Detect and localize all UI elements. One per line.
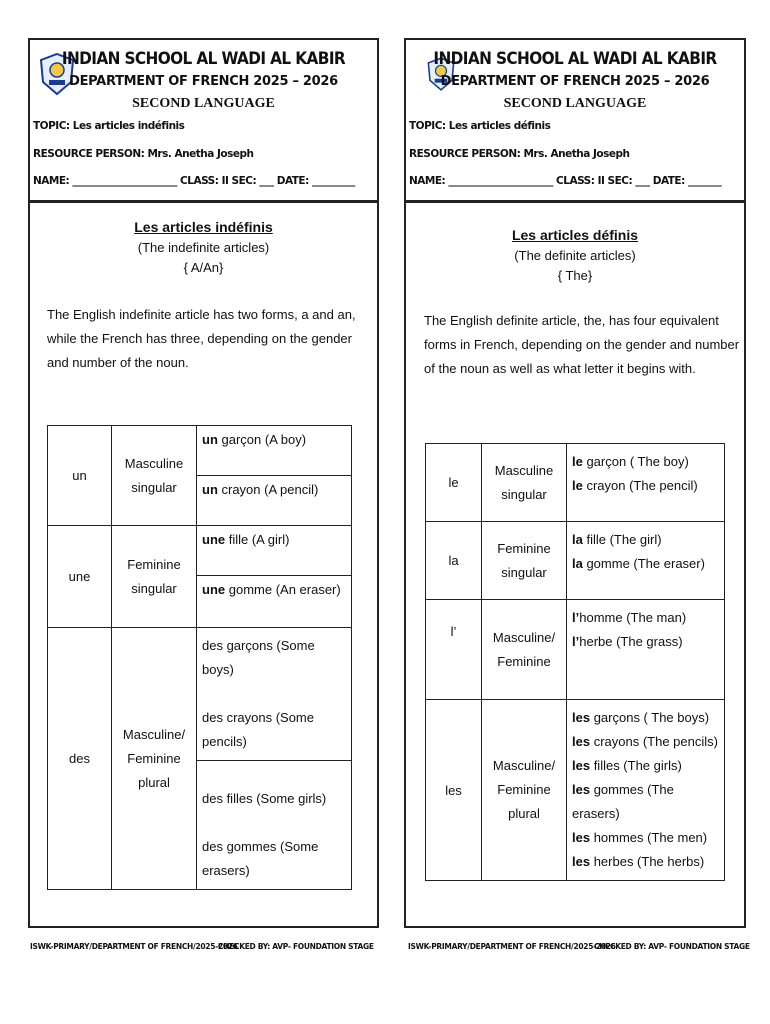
example-cell — [197, 761, 352, 890]
gender-cell: Masculine singular — [482, 444, 567, 522]
worksheet-definite — [404, 38, 746, 928]
example-text: les hommes (The men) — [572, 830, 708, 845]
gender-cell: Masculine singular — [112, 426, 197, 526]
table-row — [48, 526, 352, 576]
example-cell — [197, 628, 352, 761]
example-cell: une gomme (An eraser) — [197, 576, 352, 628]
example-text: la fille (The girl) — [572, 532, 662, 547]
footer-checked-by: CHECKED BY: AVP- FOUNDATION STAGE — [218, 942, 374, 951]
subtitle-articles: { A/An} — [183, 260, 224, 275]
topic-line: TOPIC: Les articles définis — [409, 120, 551, 132]
table-row — [48, 628, 352, 761]
footer-reference: ISWK-PRIMARY/DEPARTMENT OF FRENCH/2025-2026 — [408, 942, 616, 951]
article-cell: les — [426, 700, 482, 881]
table-row — [48, 426, 352, 476]
example-text: la gomme (The eraser) — [572, 556, 705, 571]
gender-cell: Masculine/ Feminine plural — [112, 628, 197, 890]
example-cell: un crayon (A pencil) — [197, 476, 352, 526]
department: DEPARTMENT OF FRENCH 2025 – 2026 — [69, 74, 338, 89]
page-title: Les articles définis — [511, 227, 639, 243]
article-cell: l’ — [426, 600, 482, 700]
language-level: SECOND LANGUAGE — [503, 96, 647, 111]
example-text: les filles (The girls) — [572, 758, 682, 773]
article-cell: le — [426, 444, 482, 522]
worksheet-header — [406, 40, 744, 203]
example-cell — [567, 700, 725, 881]
example-text: des garçons (Some boys) — [202, 638, 315, 677]
example-cell — [567, 444, 725, 522]
gender-cell: Masculine/ Feminine — [482, 600, 567, 700]
example-cell — [567, 600, 725, 700]
example-text: des crayons (Some pencils) — [202, 710, 314, 749]
gender-cell: Masculine/ Feminine plural — [482, 700, 567, 881]
article-cell: la — [426, 522, 482, 600]
language-level: SECOND LANGUAGE — [132, 96, 275, 111]
student-info-line: NAME: ______________________ CLASS: II SEC: ___ DATE: _______ — [409, 175, 722, 187]
example-text: les herbes (The herbs) — [572, 854, 705, 869]
subtitle: (The indefinite articles) — [137, 240, 270, 255]
school-name: INDIAN SCHOOL AL WADI AL KABIR — [433, 49, 717, 69]
footer-checked-by: CHECKED BY: AVP- FOUNDATION STAGE — [594, 942, 750, 951]
example-text: l’homme (The man) — [572, 610, 687, 625]
example-text: les crayons (The pencils) — [572, 734, 718, 749]
subtitle: (The definite articles) — [514, 248, 636, 263]
example-text: des filles (Some girls) — [202, 791, 327, 806]
topic-line: TOPIC: Les articles indéfinis — [33, 120, 185, 132]
gender-cell: Feminine singular — [482, 522, 567, 600]
article-cell: un — [48, 426, 112, 526]
table-row — [426, 444, 725, 522]
intro-paragraph: The English definite article, the, has four equivalent forms in French, depending on the gender and number of the noun as well as what letter it begins with. — [424, 313, 740, 376]
example-text: les gommes (The erasers) — [572, 782, 674, 821]
example-cell — [567, 522, 725, 600]
example-cell: un garçon (A boy) — [197, 426, 352, 476]
resource-person: RESOURCE PERSON: Mrs. Anetha Joseph — [33, 148, 254, 160]
table-row — [426, 600, 725, 700]
gender-cell: Feminine singular — [112, 526, 197, 628]
table-row — [426, 700, 725, 881]
article-cell: des — [48, 628, 112, 890]
example-text: des gommes (Some erasers) — [202, 839, 319, 878]
example-text: les garçons ( The boys) — [572, 710, 710, 725]
school-name: INDIAN SCHOOL AL WADI AL KABIR — [61, 49, 346, 69]
subtitle-articles: { The} — [557, 268, 593, 283]
worksheet-header — [30, 40, 377, 203]
worksheet-indefinite — [28, 38, 379, 928]
footer-reference: ISWK-PRIMARY/DEPARTMENT OF FRENCH/2025-2026 — [30, 942, 238, 951]
page-title: Les articles indéfinis — [134, 219, 273, 235]
department: DEPARTMENT OF FRENCH 2025 – 2026 — [440, 74, 710, 89]
indefinite-articles-table — [47, 425, 352, 890]
table-row — [426, 522, 725, 600]
student-info-line: NAME: ______________________ CLASS: II SEC: ___ DATE: _________ — [33, 175, 355, 187]
article-cell: une — [48, 526, 112, 628]
intro-paragraph: The English indefinite article has two forms, a and an, while the French has three, depending on the gender and number of the noun. — [47, 307, 356, 370]
example-text: le garçon ( The boy) — [572, 454, 689, 469]
resource-person: RESOURCE PERSON: Mrs. Anetha Joseph — [409, 148, 630, 160]
example-text: l’herbe (The grass) — [572, 634, 683, 649]
definite-articles-table — [425, 443, 725, 881]
example-cell: une fille (A girl) — [197, 526, 352, 576]
example-text: le crayon (The pencil) — [572, 478, 698, 493]
